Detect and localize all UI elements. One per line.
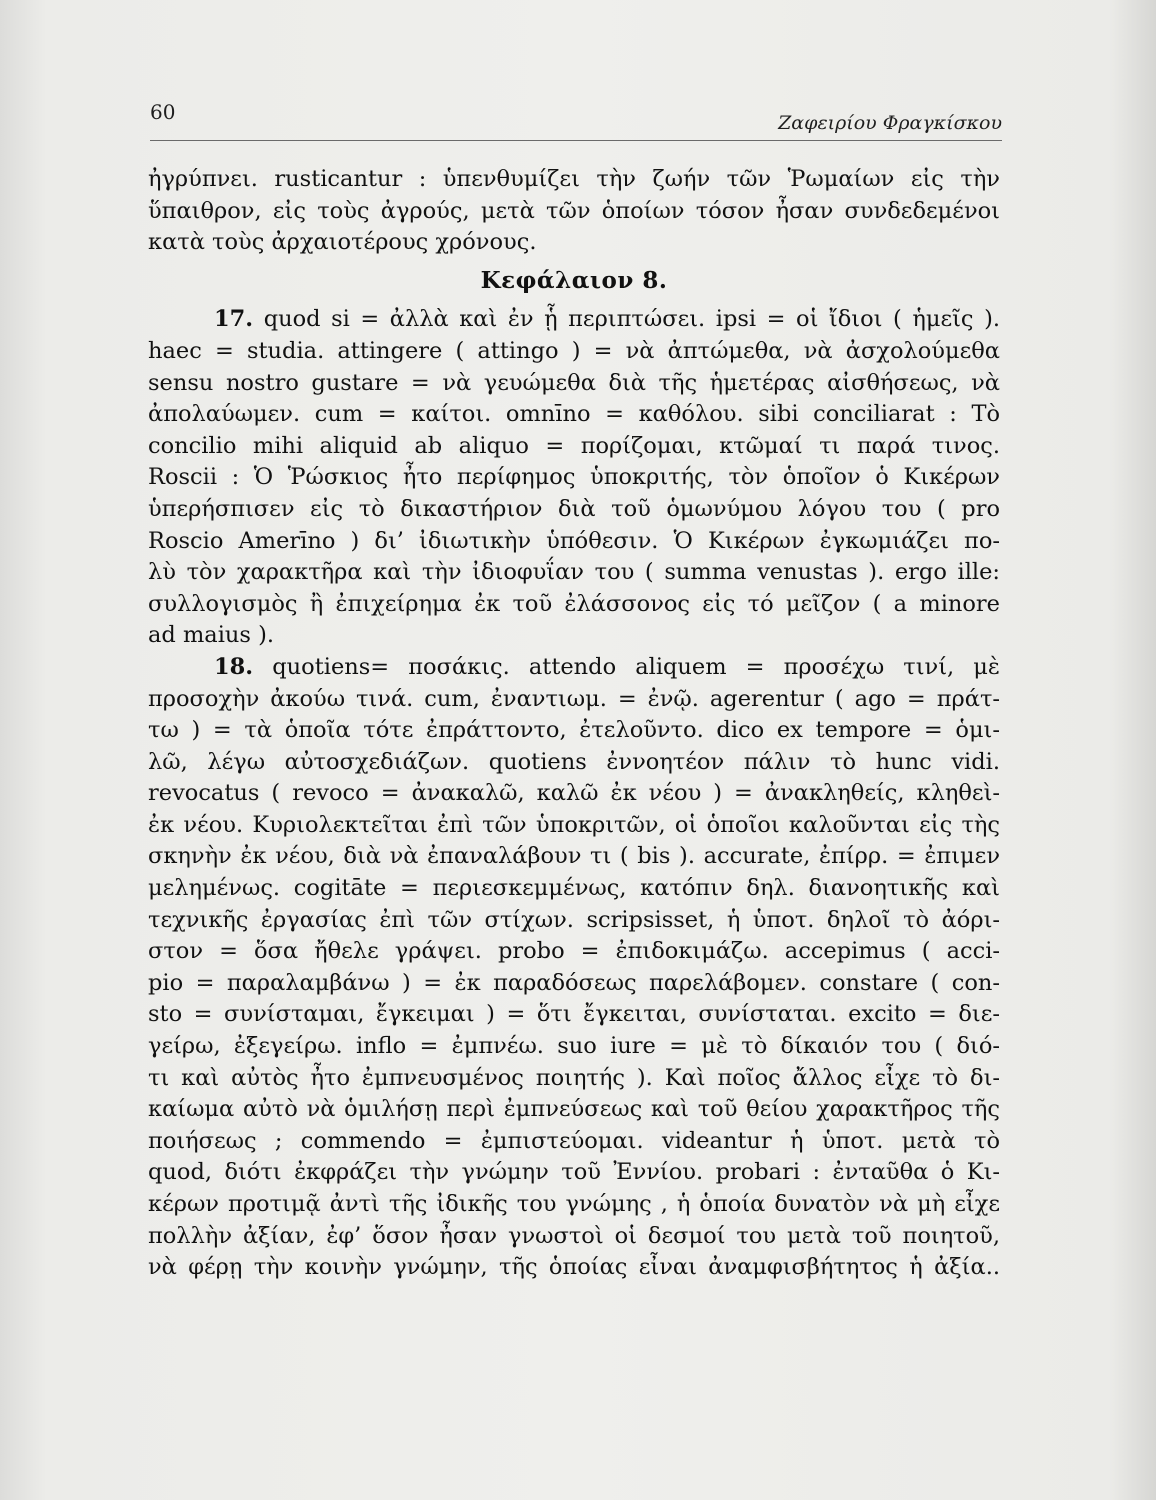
text-line: concilio mihi aliquid ab aliquo = πορίζομαι, κτῶμαί τι παρά τινος. xyxy=(148,432,1000,459)
section-17-paragraph xyxy=(148,304,1000,652)
text-line: κατὰ τοὺς ἀρχαιοτέρους χρόνους. xyxy=(148,229,537,256)
text-line: κέρων προτιμᾷ ἀντὶ τῆς ἰδικῆς του γνώμης , ἡ ὁποία δυνατὸν νὰ μὴ εἶχε xyxy=(148,1191,1000,1217)
section-number: 18. xyxy=(214,653,254,680)
running-head: Ζαφειρίου Φραγκίσκου xyxy=(778,112,1002,134)
text-line: νὰ φέρῃ τὴν κοινὴν γνώμην, τῆς ὁποίας εἶναι ἀναμφισβήτητος ἡ ἀξία.. xyxy=(148,1254,1000,1281)
text-line: ἐκ νέου. Κυριολεκτεῖται ἐπὶ τῶν ὑποκριτῶν, οἱ ὁποῖοι καλοῦνται εἰς τὴς xyxy=(148,811,1000,838)
text-line: pio = παραλαμβάνω ) = ἐκ παραδόσεως παρελάβομεν. constare ( con- xyxy=(148,969,1000,996)
section-18-paragraph xyxy=(148,652,1000,1284)
text-line: λὺ τὸν χαρακτῆρα καὶ τὴν ἰδιοφυΐαν του ( summa venustas ). ergo ille: xyxy=(148,559,1000,586)
text-line: quod, διότι ἐκφράζει τὴν γνώμην τοῦ Ἐννίου. probari : ἐνταῦθα ὁ Κι- xyxy=(148,1159,1000,1186)
text-line: ἀπολαύωμεν. cum = καίτοι. omnīno = καθόλου. sibi conciliarat : Τὸ xyxy=(148,401,1000,428)
text-line: ὑπερήσπισεν εἰς τὸ δικαστήριον διὰ τοῦ ὁμωνύμου λόγου του ( pro xyxy=(148,495,1000,522)
text-line: 17. quod si = ἀλλὰ καὶ ἐν ᾗ περιπτώσει. ipsi = οἱ ἴδιοι ( ἡμεῖς ). xyxy=(214,306,1000,333)
text-line: sensu nostro gustare = νὰ γευώμεθα διὰ τῆς ἡμετέρας αἰσθήσεως, νὰ xyxy=(148,369,1000,396)
chapter-heading: Κεφάλαιον 8. xyxy=(480,266,668,294)
text-line: γείρω, ἐξεγείρω. inflo = ἐμπνέω. suo iure = μὲ τὸ δίκαιόν του ( διό- xyxy=(148,1033,1000,1060)
intro-paragraph xyxy=(148,164,1000,259)
text-line: sto = συνίσταμαι, ἔγκειμαι ) = ὅτι ἔγκειται, συνίσταται. excito = διε- xyxy=(148,1001,1000,1028)
text-line: ὕπαιθρον, εἰς τοὺς ἀγρούς, μετὰ τῶν ὁποίων τόσον ἦσαν συνδεδεμένοι xyxy=(148,197,1000,224)
text-line: τι καὶ αὐτὸς ἦτο ἐμπνευσμένος ποιητής ). Καὶ ποῖος ἄλλος εἶχε τὸ δι- xyxy=(148,1064,1000,1091)
text-line: συλλογισμὸς ἢ ἐπιχείρημα ἐκ τοῦ ἐλάσσονος εἰς τό μεῖζον ( a minore xyxy=(148,590,1000,617)
text-line: καίωμα αὐτὸ νὰ ὁμιλήσῃ περὶ ἐμπνεύσεως καὶ τοῦ θείου χαρακτῆρος τῆς xyxy=(148,1096,1000,1123)
section-number: 17. xyxy=(214,306,254,333)
text-line: τω ) = τὰ ὁποῖα τότε ἐπράττοντο, ἐτελοῦντο. dico ex tempore = ὁμι- xyxy=(148,717,1000,744)
text-line: revocatus ( revoco = ἀνακαλῶ, καλῶ ἐκ νέου ) = ἀνακληθείς, κληθεὶ- xyxy=(148,780,1000,807)
text-line: ἠγρύπνει. rusticantur : ὑπενθυμίζει τὴν ζωήν τῶν Ῥωμαίων εἰς τὴν xyxy=(148,166,1000,192)
text-line: ποιήσεως ; commendo = ἐμπιστεύομαι. videantur ἡ ὑποτ. μετὰ τὸ xyxy=(148,1127,1000,1154)
text-line: προσοχὴν ἀκούω τινά. cum, ἐναντιωμ. = ἐνῷ. agerentur ( ago = πράτ- xyxy=(148,685,1000,712)
text-line: στον = ὅσα ἤθελε γράψει. probo = ἐπιδοκιμάζω. accepimus ( acci- xyxy=(148,938,1000,965)
text-line: Roscii : Ὁ Ῥώσκιος ἦτο περίφημος ὑποκριτής, τὸν ὁποῖον ὁ Κικέρων xyxy=(148,464,1000,491)
body-text xyxy=(148,164,1000,1284)
text-line: λῶ, λέγω αὐτοσχεδιάζων. quotiens ἐννοητέον πάλιν τὸ hunc vidi. xyxy=(148,748,1000,775)
text-line: ad maius ). xyxy=(148,622,275,649)
text-line: haec = studia. attingere ( attingo ) = νὰ ἀπτώμεθα, νὰ ἀσχολούμεθα xyxy=(148,337,1000,364)
text-line: μελημένως. cogitāte = περιεσκεμμένως, κατόπιν δηλ. διανοητικῆς καὶ xyxy=(148,875,1000,902)
text-line: τεχνικῆς ἐργασίας ἐπὶ τῶν στίχων. scripsisset, ἡ ὑποτ. δηλοῖ τὸ ἀόρι- xyxy=(148,906,1000,933)
text-line: 18. quotiens= ποσάκις. attendo aliquem = προσέχω τινί, μὲ xyxy=(214,653,1001,680)
page-header xyxy=(150,100,1002,141)
text-line: πολλὴν ἀξίαν, ἐφ’ ὅσον ἦσαν γνωστοὶ οἱ δεσμοί του μετὰ τοῦ ποιητοῦ, xyxy=(148,1222,1000,1249)
text-line: Roscio Amerīno ) δι’ ἰδιωτικὴν ὑπόθεσιν. Ὁ Κικέρων ἐγκωμιάζει πο- xyxy=(148,527,1000,554)
text-line: σκηνὴν ἐκ νέου, διὰ νὰ ἐπαναλάβουν τι ( bis ). accurate, ἐπίρρ. = ἐπιμεν xyxy=(148,843,1000,870)
page-number: 60 xyxy=(150,100,176,124)
